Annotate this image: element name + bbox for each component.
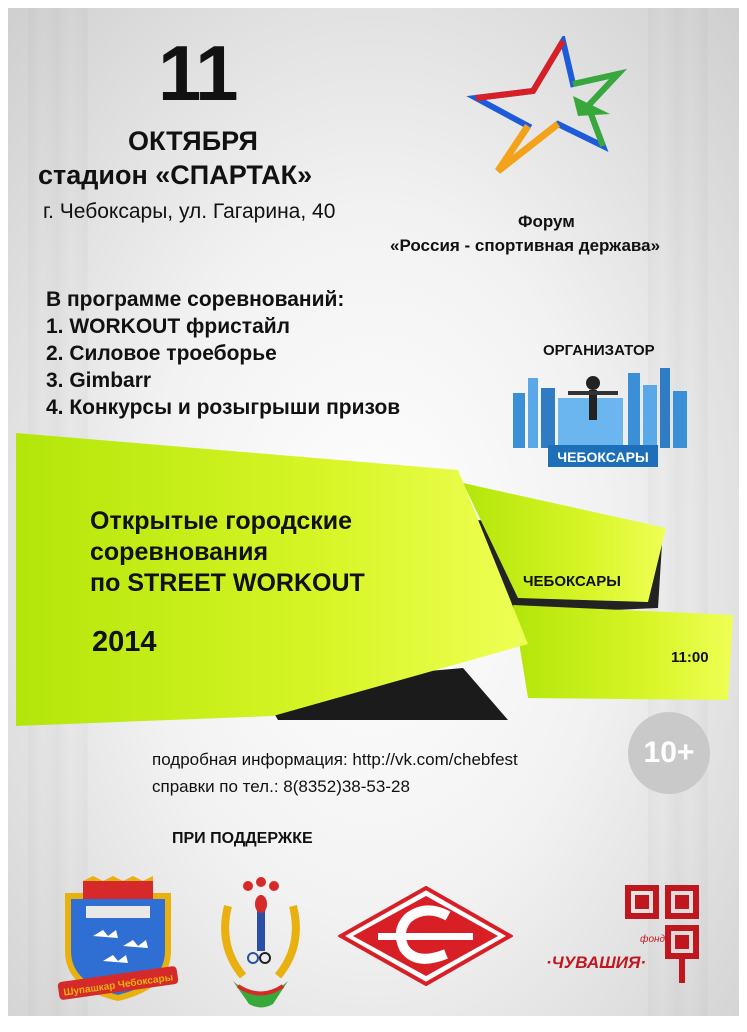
banner-title-line: Открытые городские — [90, 507, 353, 535]
cheboksary-coat-of-arms — [48, 876, 188, 1006]
banner-city: ЧЕБОКСАРЫ — [523, 573, 621, 590]
forum-star-logo — [458, 36, 628, 176]
organizer-label: ОРГАНИЗАТОР — [543, 342, 655, 359]
program-list — [46, 286, 400, 421]
banner-year: 2014 — [92, 626, 157, 658]
program-item: 3. Gimbarr — [46, 369, 152, 392]
support-label: ПРИ ПОДДЕРЖКЕ — [172, 830, 313, 847]
event-month: ОКТЯБРЯ — [128, 126, 258, 156]
coat-of-arms-text: Шупашкар Чебоксары — [62, 972, 174, 999]
event-address: г. Чебоксары, ул. Гагарина, 40 — [43, 200, 336, 223]
star-stroke-orange — [498, 124, 558, 171]
star-stroke-red — [476, 41, 563, 98]
forum-name: «Россия - спортивная держава» — [390, 236, 661, 255]
fund-small-label: фонд — [640, 934, 666, 945]
program-item: 2. Силовое троеборье — [46, 342, 277, 365]
banner-time: 11:00 — [671, 649, 709, 666]
forum-label: Форум — [518, 212, 575, 231]
age-rating-badge: 10+ — [628, 712, 710, 794]
fund-name: ·ЧУВАШИЯ· — [546, 953, 647, 972]
spartak-logo — [338, 886, 513, 986]
organizer-logo-text: ЧЕБОКСАРЫ — [557, 449, 649, 465]
banner-title — [90, 506, 365, 599]
banner-title-line: по STREET WORKOUT — [90, 569, 365, 597]
program-item: 1. WORKOUT фристайл — [46, 315, 291, 338]
event-day: 11 — [158, 29, 237, 117]
star-outline-blue — [476, 41, 618, 171]
poster — [8, 8, 739, 1016]
program-item: 4. Конкурсы и розыгрыши призов — [46, 396, 401, 419]
organizer-logo — [508, 363, 698, 473]
event-stadium: стадион «СПАРТАК» — [38, 160, 313, 190]
info-link-line[interactable]: подробная информация: http://vk.com/chebfest — [152, 750, 518, 769]
contact-info — [152, 746, 518, 800]
phone-line: справки по тел.: 8(8352)38-53-28 — [152, 777, 410, 796]
sport-emblem-logo — [213, 876, 308, 1011]
banner-title-line: соревнования — [90, 538, 269, 566]
fund-chuvashia-logo — [528, 878, 728, 988]
program-heading: В программе соревнований: — [46, 288, 345, 311]
